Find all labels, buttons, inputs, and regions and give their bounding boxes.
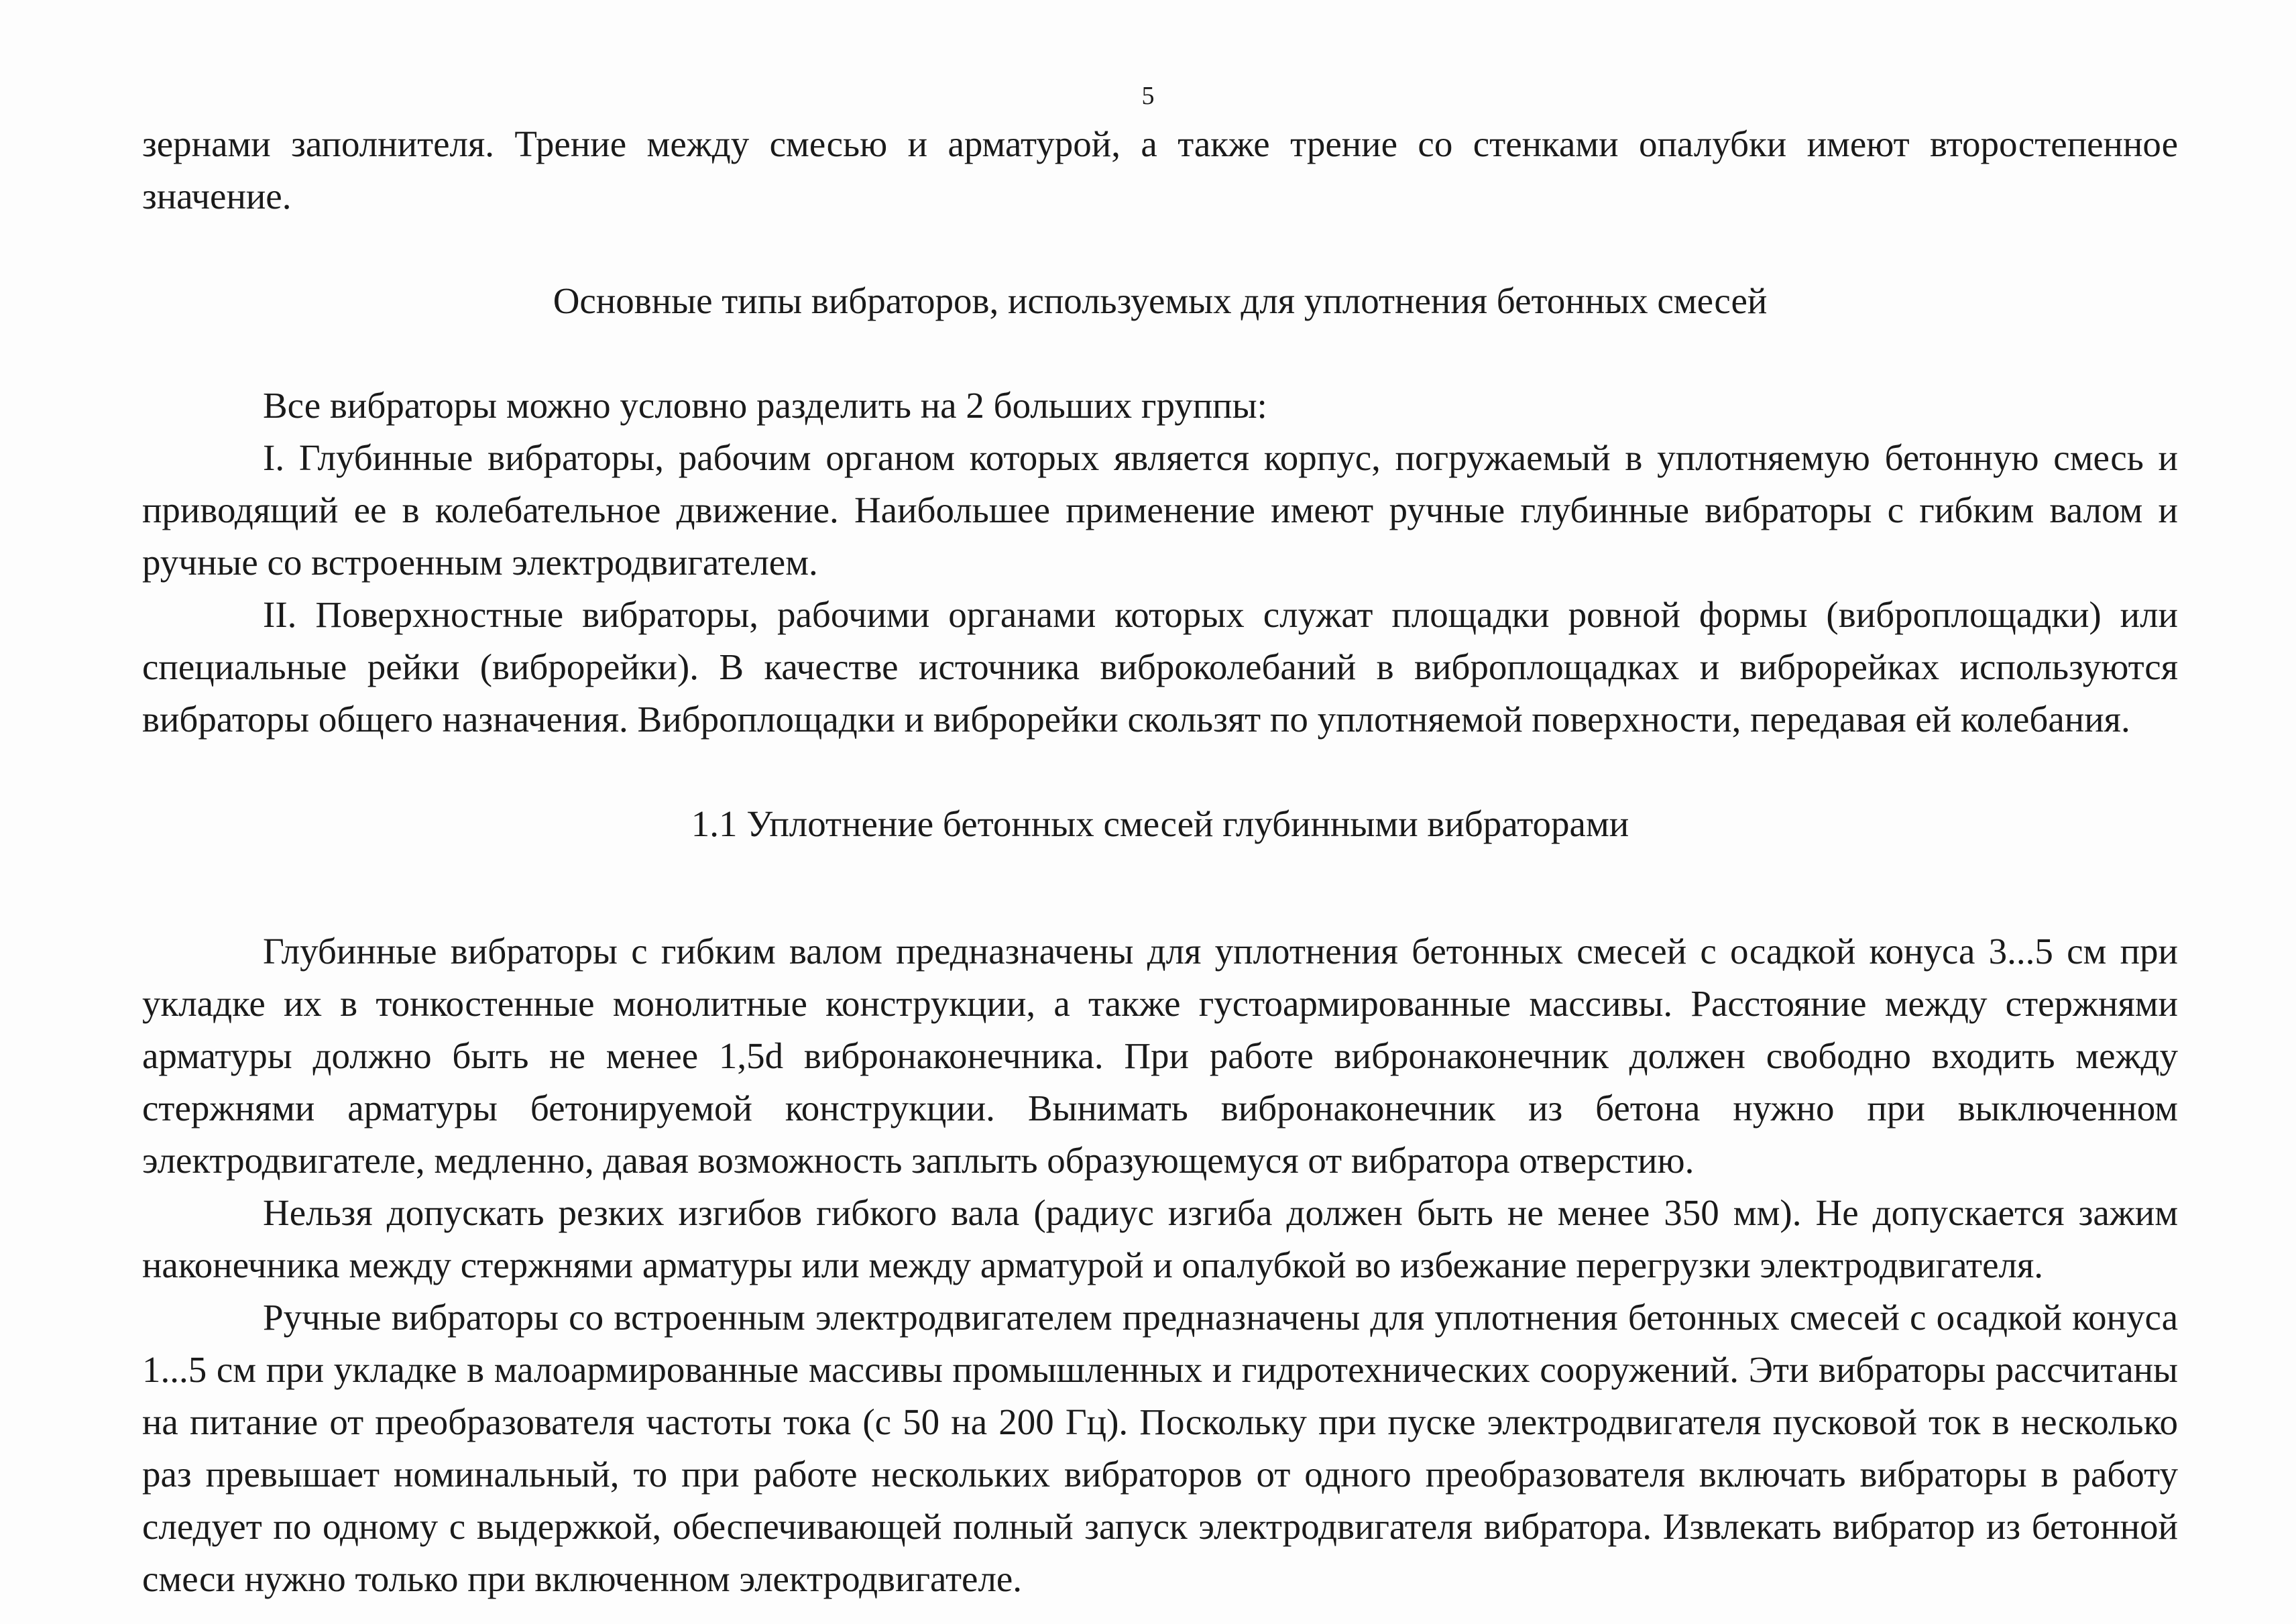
page-number: 5: [1141, 82, 1155, 110]
paragraph-builtin-motor-vibrators: Ручные вибраторы со встроенным электродвигателем предназначены для уплотнения бетонных смесей с осадкой конуса 1...5 см при укладке в малоармированные массивы промышленных и гидротехнических сооружений. Эти вибраторы рассчитаны на питание от преобразователя частоты тока (с 50 на 200 Гц). Поскольку при пуске электродвигателя пусковой ток в несколько раз превышает номинальный, то при работе нескольких вибраторов от одного преобразователя включать вибраторы в работу следует по одному с выдержкой, обеспечивающей полный запуск электродвигателя вибратора. Извлекать вибратор из бетонной смеси нужно только при включенном электродвигателе.: [142, 1297, 2178, 1599]
paragraph-flexible-shaft-vibrators: Глубинные вибраторы с гибким валом предназначены для уплотнения бетонных смесей с осадкой конуса 3...5 см при укладке их в тонкостенные монолитные конструкции, а также густоармированные массивы. Расстояние между стержнями арматуры должно быть не менее 1,5d вибронаконечника. При работе вибронаконечник должен свободно входить между стержнями арматуры бетонируемой конструкции. Вынимать вибронаконечник из бетона нужно при выключенном электродвигателе, медленно, давая возможность заплыть образующемуся от вибратора отверстию.: [142, 931, 2178, 1181]
paragraph-group-2-surface-vibrators: II. Поверхностные вибраторы, рабочими органами которых служат площадки ровной формы (виброплощадки) или специальные рейки (виброрейки). В качестве источника виброколебаний в виброплощадках и виброрейках используются вибраторы общего назначения. Виброплощадки и виброрейки скользят по уплотняемой поверхности, передавая ей колебания.: [142, 594, 2178, 740]
heading-vibrator-types: Основные типы вибраторов, используемых для уплотнения бетонных смесей: [553, 280, 1768, 321]
paragraph-groups-intro: Все вибраторы можно условно разделить на 2 больших группы:: [263, 385, 1267, 426]
document-body: [142, 118, 2178, 1605]
paragraph-group-1-deep-vibrators: I. Глубинные вибраторы, рабочим органом которых является корпус, погружаемый в уплотняемую бетонную смесь и приводящий ее в колебательное движение. Наибольшее применение имеют ручные глубинные вибраторы с гибким валом и ручные со встроенным электродвигателем.: [142, 437, 2178, 583]
heading-section-1-1: 1.1 Уплотнение бетонных смесей глубинными вибраторами: [691, 803, 1629, 844]
paragraph-continuation: зернами заполнителя. Трение между смесью и арматурой, а также трение со стенками опалубки имеют второстепенное значение.: [142, 123, 2178, 217]
paragraph-shaft-bending: Нельзя допускать резких изгибов гибкого вала (радиус изгиба должен быть не менее 350 мм). Не допускается зажим наконечника между стержнями арматуры или между арматурой и опалубкой во избежание перегрузки электродвигателя.: [142, 1192, 2178, 1285]
